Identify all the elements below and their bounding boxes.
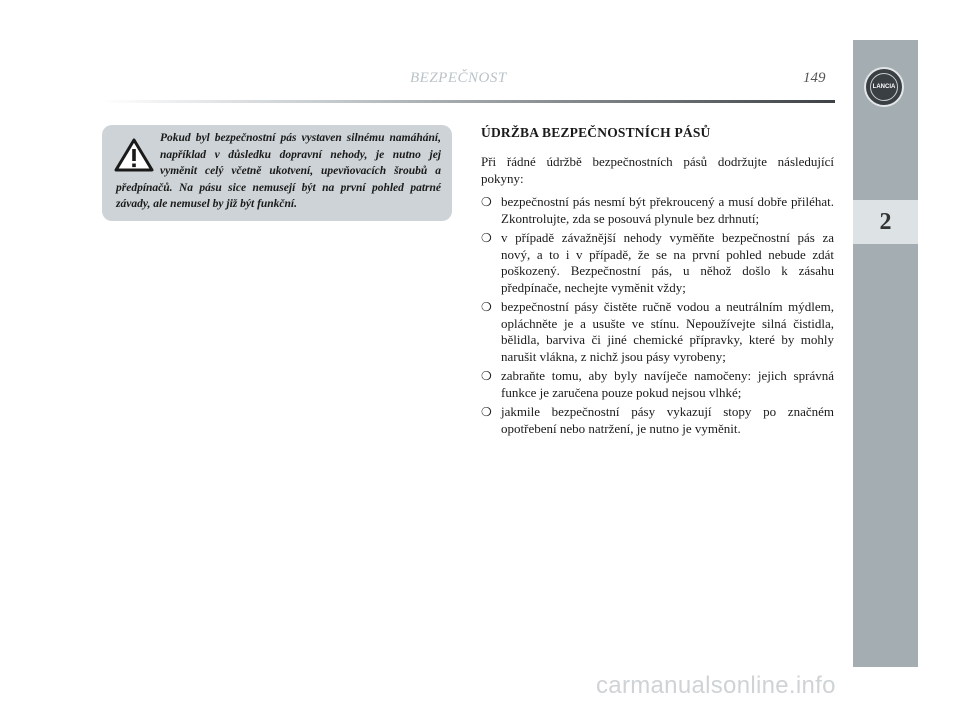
chapter-number: 2 (853, 200, 918, 244)
list-item-text: bezpečnostní pás nesmí být překroucený a musí dobře přiléhat. Zkontrolujte, zda se posouvá plynule bez drhnutí; (501, 194, 834, 226)
list-item-text: bezpečnostní pásy čistěte ručně vodou a neutrálním mýdlem, opláchněte je a usušte ve stínu. Nepoužívejte silná čistidla, bělidla, barviva či jiné chemické přípravky, které by mohly narušit vlákna, z nichž jsou pásy vyrobeny; (501, 299, 834, 364)
running-header-title: BEZPEČNOST (410, 70, 507, 86)
watermark-text: carmanualsonline.info (596, 672, 836, 699)
list-item (481, 299, 834, 365)
list-item (481, 230, 834, 296)
list-item (481, 194, 834, 227)
list-item-text: v případě závažnější nehody vyměňte bezpečnostní pás za nový, a to i v případě, že se na první pohled nebude zdát poškozený. Bezpečnostní pás, u něhož došlo k zásahu předpínače, nechejte vyměnit vždy; (501, 230, 834, 295)
section-title: ÚDRŽBA BEZPEČNOSTNÍCH PÁSŮ (481, 125, 711, 140)
header-rule (100, 100, 835, 103)
chapter-sidebar (853, 40, 918, 667)
section-intro: Při řádné údržbě bezpečnostních pásů dodržujte následující pokyny: (481, 154, 834, 186)
list-item (481, 404, 834, 437)
bullet-circle-icon: ❍ (481, 405, 492, 419)
page-number: 149 (803, 70, 826, 86)
bullet-circle-icon: ❍ (481, 300, 492, 314)
warning-text: Pokud byl bezpečnostní pás vystaven silnému namáhání, například v důsledku dopravní nehody, je nutno jej vyměnit celý včetně ukotvení, upevňovacích šroubů a předpínačů. Na pásu sice nemusejí být na první pohled patrné závady, ale nemusel by již být funkční. (116, 132, 441, 210)
lancia-logo-icon (864, 67, 904, 107)
list-item-text: jakmile bezpečnostní pásy vykazují stopy po značném opotřebení nebo natržení, je nutno je vyměnit. (501, 404, 834, 436)
warning-box (102, 125, 452, 221)
bullet-circle-icon: ❍ (481, 231, 492, 245)
bullet-circle-icon: ❍ (481, 369, 492, 383)
list-item-text: zabraňte tomu, aby byly navíječe namočeny: jejich správná funkce je zaručena pouze pokud nejsou vlhké; (501, 368, 834, 400)
bullet-circle-icon: ❍ (481, 195, 492, 209)
maintenance-list (481, 194, 834, 440)
list-item (481, 368, 834, 401)
logo-text: LANCIA (870, 73, 898, 101)
